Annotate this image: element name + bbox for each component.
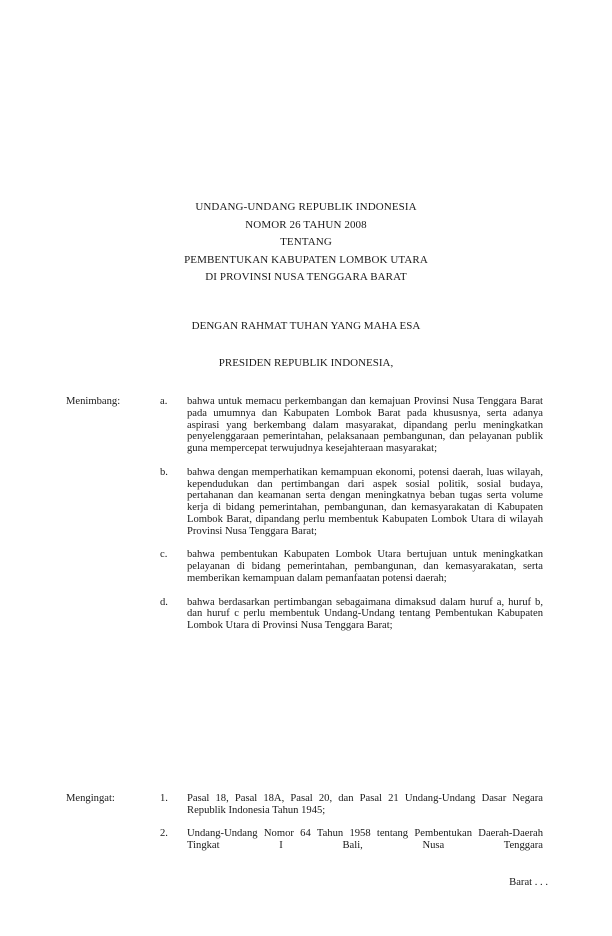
menimbang-item-d (66, 597, 544, 632)
authority-line: PRESIDEN REPUBLIK INDONESIA, (218, 357, 394, 369)
title-line-number: NOMOR 26 TAHUN 2008 (245, 218, 367, 231)
document-title-block (0, 199, 612, 287)
mengingat-item-1 (66, 793, 544, 817)
menimbang-item-b (66, 467, 544, 538)
item-marker: 1. (160, 793, 168, 804)
item-text: Pasal 18, Pasal 18A, Pasal 20, dan Pasal 21 Undang-Undang Dasar Negara Republik Indonesia Tahun 1945; (187, 793, 543, 816)
item-marker: 2. (160, 828, 168, 840)
title-line-about: TENTANG (280, 236, 332, 249)
menimbang-section (66, 396, 544, 644)
item-text: bahwa untuk memacu perkembangan dan kemajuan Provinsi Nusa Tenggara Barat pada umumnya dan Kabupaten Lombok Barat pada khususnya, serta adanya aspirasi yang berkembang dalam masyarakat, dipandang perlu meningkatkan penyelenggaraan pemerintahan, pelaksanaan pembangunan, dan pelayanan publik guna mempercepat terwujudnya kesejahteraan masyarakat; (187, 396, 543, 455)
menimbang-item-c (66, 549, 544, 584)
mengingat-section (66, 793, 544, 864)
item-marker: a. (160, 396, 168, 407)
item-text: bahwa berdasarkan pertimbangan sebagaimana dimaksud dalam huruf a, huruf b, dan huruf c perlu membentuk Undang-Undang tentang Pembentukan Kabupaten Lombok Utara di Provinsi Nusa Tenggara Barat; (187, 596, 543, 632)
page-continuation-marker: Barat . . . (509, 877, 548, 888)
mengingat-label: Mengingat: (66, 793, 115, 804)
item-marker: c. (160, 549, 168, 561)
item-marker: d. (160, 596, 168, 608)
title-line-subject: PEMBENTUKAN KABUPATEN LOMBOK UTARA (184, 253, 428, 266)
invocation-line: DENGAN RAHMAT TUHAN YANG MAHA ESA (191, 320, 421, 332)
title-line-province: DI PROVINSI NUSA TENGGARA BARAT (205, 271, 407, 284)
mengingat-item-2 (66, 828, 544, 852)
item-text: bahwa dengan memperhatikan kemampuan ekonomi, potensi daerah, luas wilayah, kependudukan dan pertimbangan dari aspek sosial politik, sosial budaya, pertahanan dan keamanan serta dengan meningkatnya beban tugas serta volume kerja di bidang pemerintahan, pembangunan, dan kemasyarakatan di Kabupaten Lombok Barat, dipandang perlu membentuk Kabupaten Lombok Utara di wilayah Provinsi Nusa Tenggara Barat; (187, 466, 543, 537)
item-text: bahwa pembentukan Kabupaten Lombok Utara bertujuan untuk meningkatkan pelayanan di bidang pemerintahan, pembangunan, dan kemasyarakatan, serta memberikan kemampuan dalam pemanfaatan potensi daerah; (187, 549, 543, 584)
item-text: Undang-Undang Nomor 64 Tahun 1958 tentang Pembentukan Daerah-Daerah Tingkat I Bali, Nusa Tenggara (187, 828, 543, 852)
menimbang-item-a (66, 396, 544, 455)
title-line-law-type: UNDANG-UNDANG REPUBLIK INDONESIA (195, 201, 417, 213)
menimbang-label: Menimbang: (66, 396, 121, 407)
item-marker: b. (160, 466, 168, 478)
